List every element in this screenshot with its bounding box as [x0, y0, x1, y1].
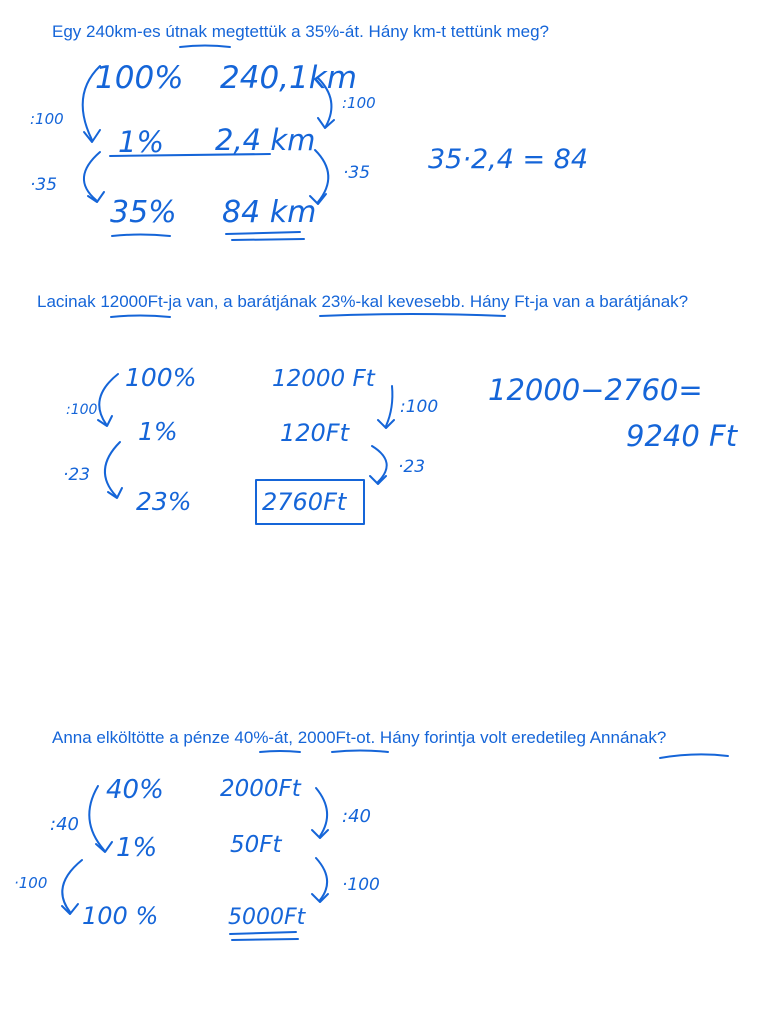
problem-3-question: Anna elköltötte a pénze 40%-át, 2000Ft-ot. Hány forintja volt eredetileg Annának?	[52, 728, 667, 747]
p2-row1-right: 12000 Ft	[272, 366, 375, 392]
p3-row3-right: 5000Ft	[228, 905, 306, 930]
problem-1-question: Egy 240km-es útnak megtettük a 35%-át. Hány km-t tettünk meg?	[52, 22, 550, 41]
p3-op-mul-right: ·100	[342, 875, 380, 895]
problem-2-work	[63, 363, 739, 524]
p1-op-div-right: :100	[342, 94, 376, 112]
p2-row2-right: 120Ft	[280, 419, 350, 447]
p3-op-mul-left: ·100	[14, 874, 48, 892]
p2-result: 9240 Ft	[626, 419, 738, 453]
p2-row3-left: 23%	[136, 487, 192, 516]
p2-op-div-right: :100	[400, 397, 439, 417]
p3-row2-right: 50Ft	[230, 832, 282, 858]
p1-row2-right: 2,4 km	[215, 123, 316, 157]
p1-row3-right: 84 km	[222, 195, 317, 230]
p2-row1-left: 100%	[125, 363, 197, 392]
p2-op-mul-left: ·23	[63, 465, 91, 485]
p2-op-mul-right: ·23	[398, 457, 426, 477]
p2-calculation: 12000−2760=	[488, 373, 703, 407]
p3-row1-left: 40%	[106, 775, 164, 805]
p2-op-div-left: :100	[66, 402, 98, 418]
problem-2-question: Lacinak 12000Ft-ja van, a barátjának 23%-kal kevesebb. Hány Ft-ja van a barátjának?	[37, 292, 689, 311]
p1-op-mul-right: ·35	[343, 163, 371, 183]
p3-op-div-right: :40	[342, 806, 371, 827]
p1-op-mul-left: ·35	[30, 175, 58, 195]
p3-op-div-left: :40	[50, 814, 79, 835]
p1-row3-left: 35%	[110, 195, 177, 230]
p1-row1-right: 240,1km	[220, 60, 357, 96]
p1-row2-left: 1%	[118, 125, 165, 159]
p3-row1-right: 2000Ft	[220, 776, 301, 802]
p3-row2-left: 1%	[116, 833, 158, 863]
p2-row3-right: 2760Ft	[262, 488, 347, 516]
problem-1-work	[30, 60, 588, 240]
p2-row2-left: 1%	[138, 417, 178, 446]
p1-calculation: 35·2,4 = 84	[428, 144, 589, 175]
p3-row3-left: 100 %	[82, 902, 159, 930]
p1-row1-left: 100%	[95, 60, 184, 96]
problem-3-work	[14, 775, 380, 940]
p1-op-div-left: :100	[30, 110, 64, 128]
